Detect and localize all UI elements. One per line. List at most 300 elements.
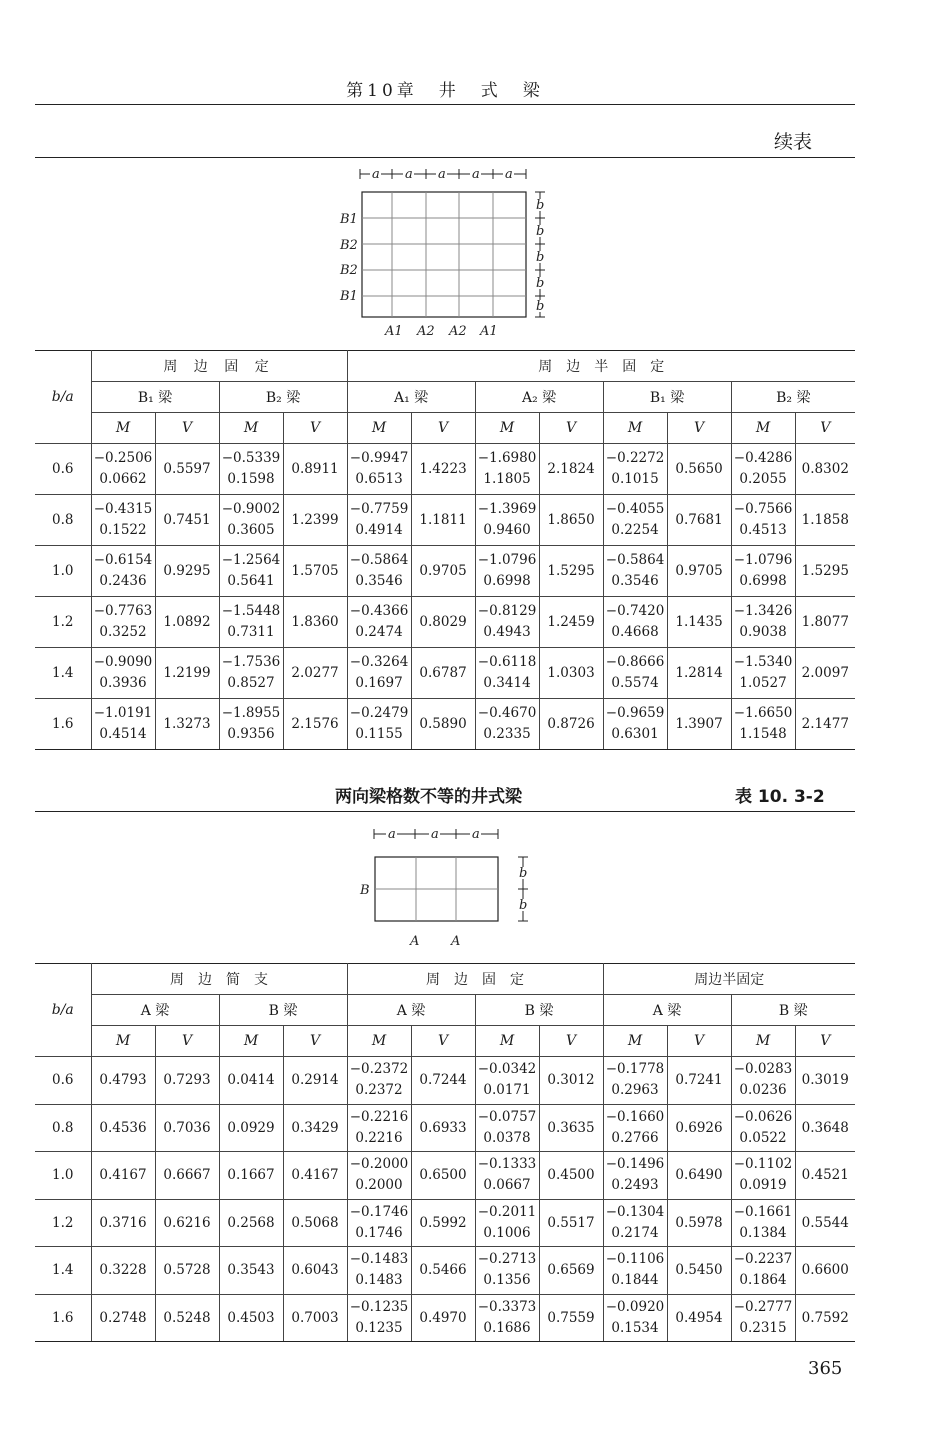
group-fixed-header: 周 边 固 定 — [347, 964, 603, 995]
moment-value: 0.4513 — [739, 522, 787, 538]
moment-value: 0.2174 — [611, 1224, 659, 1241]
moment-value: −0.2011 — [477, 1203, 537, 1220]
row-label-2: B2 — [340, 238, 358, 253]
shear-value: 1.5295 — [539, 546, 603, 597]
moment-cell — [731, 1199, 795, 1247]
shear-value: 2.1576 — [283, 699, 347, 750]
moment-value: 0.4536 — [91, 1104, 155, 1152]
moment-cell — [91, 444, 155, 495]
moment-value: 0.1006 — [483, 1224, 531, 1241]
moment-cell — [91, 495, 155, 546]
moment-cell — [219, 699, 283, 750]
m-header: M — [603, 413, 667, 444]
moment-value: 0.4668 — [611, 624, 659, 640]
shear-value: 1.2459 — [539, 597, 603, 648]
moment-cell — [731, 648, 795, 699]
table-row — [35, 495, 855, 546]
moment-value: −0.1483 — [349, 1251, 409, 1268]
dim-b-2: b — [536, 224, 545, 239]
shear-value: 0.4970 — [411, 1294, 475, 1342]
row-label-3: B2 — [340, 263, 358, 278]
moment-cell — [603, 1057, 667, 1105]
moment-value: −0.7566 — [733, 501, 793, 517]
shear-value: 1.8077 — [795, 597, 855, 648]
shear-value: 0.4954 — [667, 1294, 731, 1342]
moment-value: 1.1548 — [739, 726, 787, 742]
moment-cell — [475, 1199, 539, 1247]
m-header: M — [219, 1026, 283, 1057]
shear-value: 0.7293 — [155, 1057, 219, 1105]
moment-value: −1.0191 — [93, 705, 153, 721]
moment-value: −0.2000 — [349, 1156, 409, 1173]
col-label-2: A — [451, 934, 461, 949]
moment-cell — [91, 648, 155, 699]
shear-value: 0.4167 — [283, 1152, 347, 1200]
beam-header: B 梁 — [219, 995, 347, 1026]
beam-header: A 梁 — [91, 995, 219, 1026]
moment-cell — [219, 546, 283, 597]
shear-value: 0.8302 — [795, 444, 855, 495]
moment-cell — [475, 444, 539, 495]
beam-header: A 梁 — [347, 995, 475, 1026]
dim-a-3: a — [472, 827, 480, 842]
moment-cell — [91, 699, 155, 750]
moment-value: −0.5864 — [349, 552, 409, 568]
shear-value: 0.9705 — [411, 546, 475, 597]
shear-value: 0.7592 — [795, 1294, 855, 1342]
grid-diagram-1 — [330, 160, 570, 342]
moment-value: −1.0796 — [477, 552, 537, 568]
moment-cell — [731, 597, 795, 648]
moment-value: 0.0667 — [483, 1177, 531, 1194]
moment-value: −0.2506 — [93, 450, 153, 466]
row-label-4: B1 — [340, 289, 358, 304]
shear-value: 1.2399 — [283, 495, 347, 546]
m-header: M — [603, 1026, 667, 1057]
moment-value: −0.7759 — [349, 501, 409, 517]
moment-value: 0.0236 — [739, 1082, 787, 1099]
moment-value: 0.3252 — [99, 624, 147, 640]
moment-value: −0.6118 — [477, 654, 537, 670]
moment-cell — [475, 1152, 539, 1200]
moment-value: −0.4315 — [93, 501, 153, 517]
table2-title: 两向梁格数不等的井式梁 — [335, 787, 522, 807]
col-label-1: A1 — [385, 324, 403, 339]
m-header: M — [347, 1026, 411, 1057]
moment-value: 0.4167 — [91, 1152, 155, 1200]
shear-value: 0.3019 — [795, 1057, 855, 1105]
dim-b-2: b — [519, 898, 528, 913]
moment-cell — [731, 1247, 795, 1295]
table-row — [35, 1294, 855, 1342]
moment-cell — [603, 1104, 667, 1152]
moment-value: 0.6301 — [611, 726, 659, 742]
moment-value: −0.2777 — [733, 1298, 793, 1315]
shear-value: 2.0277 — [283, 648, 347, 699]
moment-value: 0.0919 — [739, 1177, 787, 1194]
moment-value: −0.0626 — [733, 1108, 793, 1125]
shear-value: 0.4521 — [795, 1152, 855, 1200]
v-header: V — [667, 413, 731, 444]
shear-value: 0.8911 — [283, 444, 347, 495]
shear-value: 0.8029 — [411, 597, 475, 648]
moment-value: −0.1102 — [733, 1156, 793, 1173]
moment-cell — [731, 1152, 795, 1200]
col-label-3: A2 — [449, 324, 467, 339]
moment-cell — [731, 1294, 795, 1342]
moment-cell — [347, 597, 411, 648]
table-row — [35, 699, 855, 750]
shear-value: 1.4223 — [411, 444, 475, 495]
shear-value: 0.7003 — [283, 1294, 347, 1342]
moment-value: −0.5864 — [605, 552, 665, 568]
moment-value: −0.2372 — [349, 1061, 409, 1078]
moment-value: −0.0757 — [477, 1108, 537, 1125]
moment-cell — [475, 495, 539, 546]
moment-value: −0.0920 — [605, 1298, 665, 1315]
header-rule — [35, 104, 855, 105]
shear-value: 0.4500 — [539, 1152, 603, 1200]
row-label-1: B1 — [340, 212, 358, 227]
shear-value: 2.1824 — [539, 444, 603, 495]
shear-value: 0.9705 — [667, 546, 731, 597]
moment-value: 0.6998 — [739, 573, 787, 589]
moment-cell — [347, 1294, 411, 1342]
table-row — [35, 648, 855, 699]
moment-cell — [731, 546, 795, 597]
beam-header: B 梁 — [731, 995, 855, 1026]
m-header: M — [475, 1026, 539, 1057]
moment-value: −0.1333 — [477, 1156, 537, 1173]
shear-value: 0.5597 — [155, 444, 219, 495]
moment-value: −0.2272 — [605, 450, 665, 466]
moment-cell — [475, 1057, 539, 1105]
moment-value: −0.0283 — [733, 1061, 793, 1078]
moment-value: 1.1805 — [483, 471, 531, 487]
moment-value: −0.1106 — [605, 1251, 665, 1268]
table-equal-grid — [35, 350, 855, 750]
dim-a-5: a — [505, 167, 513, 182]
v-header: V — [539, 1026, 603, 1057]
moment-cell — [347, 1152, 411, 1200]
moment-value: 0.1235 — [355, 1319, 403, 1336]
moment-value: 0.3546 — [611, 573, 659, 589]
moment-value: 0.8527 — [227, 675, 275, 691]
moment-value: 0.0414 — [219, 1057, 283, 1105]
shear-value: 0.5466 — [411, 1247, 475, 1295]
moment-value: 0.1598 — [227, 471, 275, 487]
shear-value: 0.5992 — [411, 1199, 475, 1247]
shear-value: 0.7244 — [411, 1057, 475, 1105]
moment-value: 1.0527 — [739, 675, 787, 691]
beam-header: B₂ 梁 — [219, 382, 347, 413]
moment-cell — [219, 444, 283, 495]
moment-cell — [475, 699, 539, 750]
shear-value: 0.7451 — [155, 495, 219, 546]
shear-value: 0.5978 — [667, 1199, 731, 1247]
dim-b-5: b — [536, 299, 545, 314]
shear-value: 0.6216 — [155, 1199, 219, 1247]
moment-cell — [603, 444, 667, 495]
shear-value: 0.7681 — [667, 495, 731, 546]
moment-value: −1.2564 — [221, 552, 281, 568]
moment-cell — [347, 495, 411, 546]
m-header: M — [731, 1026, 795, 1057]
ba-value: 0.8 — [35, 495, 91, 546]
moment-value: −0.1661 — [733, 1203, 793, 1220]
moment-value: −1.3426 — [733, 603, 793, 619]
shear-value: 1.3273 — [155, 699, 219, 750]
dim-a-3: a — [438, 167, 446, 182]
moment-value: −0.1660 — [605, 1108, 665, 1125]
moment-cell — [603, 495, 667, 546]
dim-a-1: a — [388, 827, 396, 842]
shear-value: 0.6600 — [795, 1247, 855, 1295]
moment-value: −0.9947 — [349, 450, 409, 466]
moment-value: −0.0342 — [477, 1061, 537, 1078]
moment-cell — [603, 1152, 667, 1200]
moment-cell — [603, 1294, 667, 1342]
moment-value: −0.1496 — [605, 1156, 665, 1173]
moment-value: 0.1155 — [355, 726, 403, 742]
moment-value: −0.5339 — [221, 450, 281, 466]
shear-value: 1.8650 — [539, 495, 603, 546]
moment-cell — [475, 648, 539, 699]
dim-a-2: a — [405, 167, 413, 182]
moment-value: −0.8666 — [605, 654, 665, 670]
dim-b-3: b — [536, 250, 545, 265]
table-unequal-grid — [35, 963, 855, 1342]
moment-value: 0.1015 — [611, 471, 659, 487]
shear-value: 0.7036 — [155, 1104, 219, 1152]
moment-value: −0.7763 — [93, 603, 153, 619]
ba-header: b/a — [35, 964, 91, 1057]
m-header: M — [91, 413, 155, 444]
moment-value: 0.5641 — [227, 573, 275, 589]
moment-cell — [91, 597, 155, 648]
beam-header: A₂ 梁 — [475, 382, 603, 413]
moment-value: −1.6980 — [477, 450, 537, 466]
table-row — [35, 1104, 855, 1152]
table-row — [35, 597, 855, 648]
moment-value: −0.4286 — [733, 450, 793, 466]
moment-value: −0.4670 — [477, 705, 537, 721]
m-header: M — [475, 413, 539, 444]
ba-value: 1.6 — [35, 699, 91, 750]
ba-value: 1.2 — [35, 597, 91, 648]
moment-cell — [603, 597, 667, 648]
v-header: V — [155, 413, 219, 444]
shear-value: 1.8360 — [283, 597, 347, 648]
continued-label: 续表 — [773, 131, 812, 153]
moment-value: −1.7536 — [221, 654, 281, 670]
shear-value: 0.2914 — [283, 1057, 347, 1105]
moment-value: 0.3546 — [355, 573, 403, 589]
moment-value: −0.4366 — [349, 603, 409, 619]
shear-value: 0.6667 — [155, 1152, 219, 1200]
group-fixed-header: 周 边 固 定 — [91, 351, 347, 382]
moment-value: 0.1844 — [611, 1272, 659, 1289]
moment-value: 0.2372 — [355, 1082, 403, 1099]
moment-cell — [347, 546, 411, 597]
m-header: M — [731, 413, 795, 444]
moment-value: −0.2479 — [349, 705, 409, 721]
shear-value: 0.5650 — [667, 444, 731, 495]
table2-caption-rule — [35, 811, 855, 812]
v-header: V — [155, 1026, 219, 1057]
shear-value: 1.1435 — [667, 597, 731, 648]
table-row — [35, 1057, 855, 1105]
moment-cell — [731, 699, 795, 750]
moment-cell — [731, 444, 795, 495]
moment-value: 0.4503 — [219, 1294, 283, 1342]
group-semi-fixed-header: 周边半固定 — [603, 964, 855, 995]
shear-value: 1.5705 — [283, 546, 347, 597]
page-number: 365 — [808, 1358, 843, 1379]
moment-cell — [347, 1247, 411, 1295]
moment-value: −0.1304 — [605, 1203, 665, 1220]
moment-cell — [347, 1199, 411, 1247]
moment-cell — [475, 1247, 539, 1295]
shear-value: 0.6787 — [411, 648, 475, 699]
table2-number: 表 10. 3-2 — [735, 787, 825, 807]
shear-value: 0.5517 — [539, 1199, 603, 1247]
shear-value: 0.6500 — [411, 1152, 475, 1200]
col-label-1: A — [410, 934, 420, 949]
v-header: V — [795, 1026, 855, 1057]
v-header: V — [411, 1026, 475, 1057]
shear-value: 0.5728 — [155, 1247, 219, 1295]
moment-value: 0.2766 — [611, 1129, 659, 1146]
shear-value: 0.8726 — [539, 699, 603, 750]
moment-cell — [603, 1247, 667, 1295]
shear-value: 0.5544 — [795, 1199, 855, 1247]
beam-header: B₁ 梁 — [603, 382, 731, 413]
moment-value: 0.2055 — [739, 471, 787, 487]
moment-value: 0.6998 — [483, 573, 531, 589]
moment-value: 0.6513 — [355, 471, 403, 487]
moment-value: 0.2436 — [99, 573, 147, 589]
moment-value: −1.3969 — [477, 501, 537, 517]
dim-b-4: b — [536, 276, 545, 291]
moment-value: 0.1667 — [219, 1152, 283, 1200]
moment-value: 0.1686 — [483, 1319, 531, 1336]
table-row — [35, 1199, 855, 1247]
moment-value: 0.2493 — [611, 1177, 659, 1194]
moment-cell — [475, 1294, 539, 1342]
grid-diagram-2 — [350, 820, 550, 950]
ba-value: 1.0 — [35, 1152, 91, 1200]
moment-value: 0.3414 — [483, 675, 531, 691]
moment-value: 0.7311 — [227, 624, 275, 640]
ba-value: 1.6 — [35, 1294, 91, 1342]
v-header: V — [539, 413, 603, 444]
shear-value: 0.6933 — [411, 1104, 475, 1152]
shear-value: 0.3012 — [539, 1057, 603, 1105]
moment-value: −1.0796 — [733, 552, 793, 568]
ba-value: 0.6 — [35, 1057, 91, 1105]
shear-value: 0.6043 — [283, 1247, 347, 1295]
moment-value: 0.2963 — [611, 1082, 659, 1099]
ba-value: 1.0 — [35, 546, 91, 597]
shear-value: 1.0303 — [539, 648, 603, 699]
table-row — [35, 1152, 855, 1200]
moment-value: 0.9038 — [739, 624, 787, 640]
shear-value: 2.1477 — [795, 699, 855, 750]
v-header: V — [411, 413, 475, 444]
v-header: V — [667, 1026, 731, 1057]
ba-header: b/a — [35, 351, 91, 444]
col-label-4: A1 — [480, 324, 498, 339]
moment-value: −0.6154 — [93, 552, 153, 568]
moment-value: 0.4793 — [91, 1057, 155, 1105]
moment-value: 0.4943 — [483, 624, 531, 640]
moment-value: 0.1746 — [355, 1224, 403, 1241]
moment-cell — [603, 648, 667, 699]
shear-value: 0.6926 — [667, 1104, 731, 1152]
m-header: M — [219, 413, 283, 444]
shear-value: 1.5295 — [795, 546, 855, 597]
dim-b-1: b — [519, 866, 528, 881]
shear-value: 1.1858 — [795, 495, 855, 546]
moment-cell — [219, 648, 283, 699]
moment-value: 0.2315 — [739, 1319, 787, 1336]
shear-value: 0.9295 — [155, 546, 219, 597]
moment-cell — [347, 648, 411, 699]
moment-value: 0.2216 — [355, 1129, 403, 1146]
shear-value: 0.5248 — [155, 1294, 219, 1342]
moment-value: 0.0929 — [219, 1104, 283, 1152]
moment-value: 0.2335 — [483, 726, 531, 742]
shear-value: 1.2199 — [155, 648, 219, 699]
ba-value: 1.4 — [35, 648, 91, 699]
ba-value: 1.2 — [35, 1199, 91, 1247]
moment-value: −1.5340 — [733, 654, 793, 670]
moment-value: 0.1483 — [355, 1272, 403, 1289]
shear-value: 0.6490 — [667, 1152, 731, 1200]
moment-value: −0.3264 — [349, 654, 409, 670]
moment-value: 0.1384 — [739, 1224, 787, 1241]
shear-value: 1.2814 — [667, 648, 731, 699]
beam-header: B 梁 — [475, 995, 603, 1026]
moment-cell — [219, 495, 283, 546]
col-label-2: A2 — [417, 324, 435, 339]
beam-header: B₁ 梁 — [91, 382, 219, 413]
continued-rule — [35, 157, 855, 158]
moment-cell — [347, 1104, 411, 1152]
moment-value: −1.5448 — [221, 603, 281, 619]
shear-value: 0.7241 — [667, 1057, 731, 1105]
moment-value: −0.9002 — [221, 501, 281, 517]
beam-header: A 梁 — [603, 995, 731, 1026]
shear-value: 1.1811 — [411, 495, 475, 546]
moment-value: 0.2474 — [355, 624, 403, 640]
moment-cell — [475, 1104, 539, 1152]
moment-value: 0.4514 — [99, 726, 147, 742]
m-header: M — [347, 413, 411, 444]
moment-value: −0.1778 — [605, 1061, 665, 1078]
moment-value: −0.4055 — [605, 501, 665, 517]
shear-value: 1.0892 — [155, 597, 219, 648]
dim-a-1: a — [372, 167, 380, 182]
moment-value: 0.2000 — [355, 1177, 403, 1194]
shear-value: 1.3907 — [667, 699, 731, 750]
v-header: V — [795, 413, 855, 444]
moment-value: −0.9090 — [93, 654, 153, 670]
moment-value: 0.3936 — [99, 675, 147, 691]
moment-value: 0.2568 — [219, 1199, 283, 1247]
ba-value: 1.4 — [35, 1247, 91, 1295]
